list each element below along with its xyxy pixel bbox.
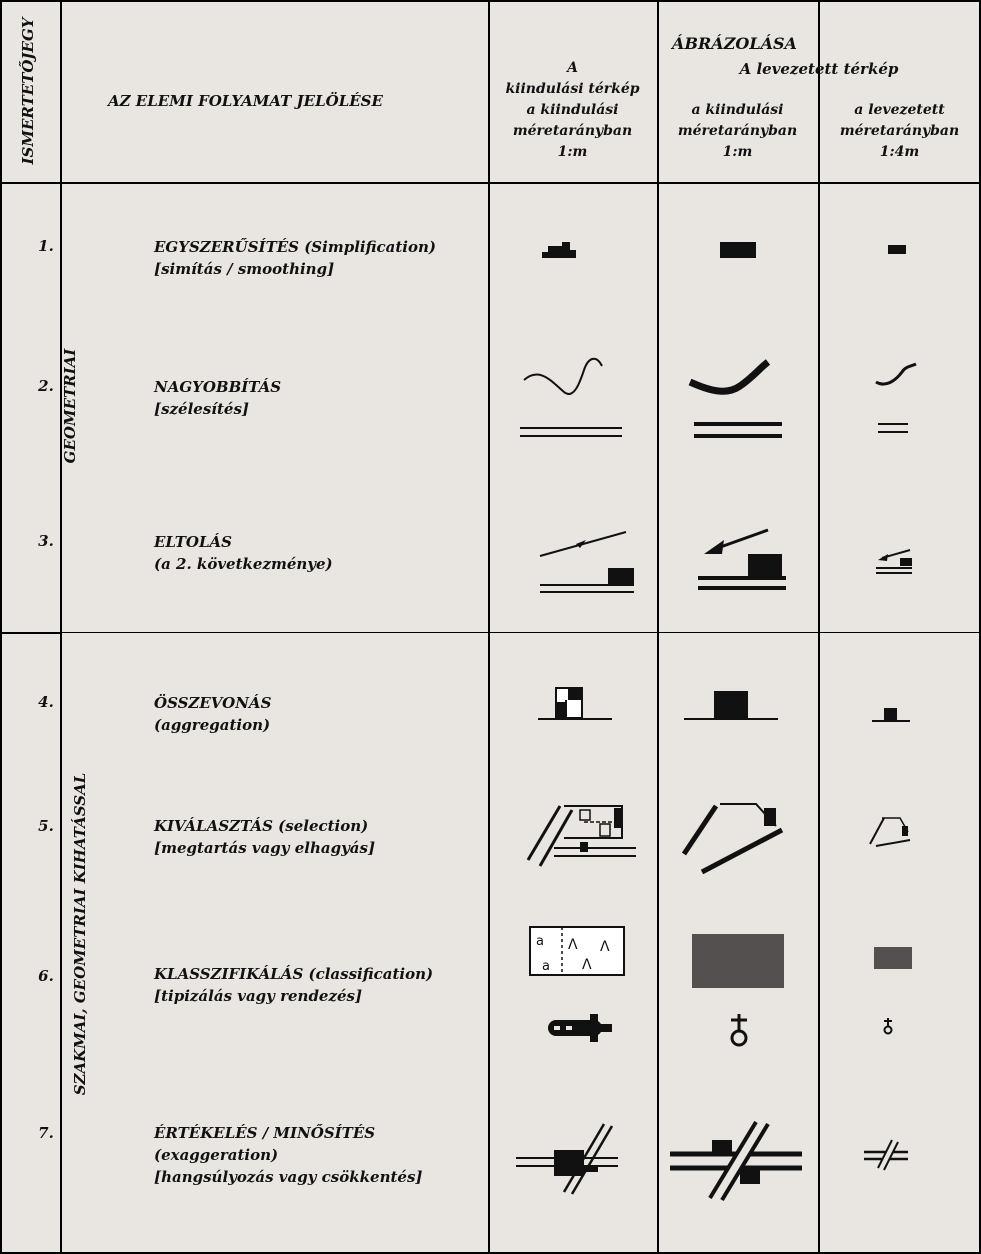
process-title: AZ ELEMI FOLYAMAT JELÖLÉSE: [108, 92, 383, 110]
row-subtitle: [szélesítés]: [154, 400, 250, 418]
selection-scaled-symbol: [866, 812, 916, 852]
row-number: 5.: [38, 817, 54, 835]
column-divider: [657, 0, 659, 1254]
row-subtitle: [megtartás vagy elhagyás]: [154, 839, 376, 857]
meadow-lambda-glyph: Λ: [582, 957, 592, 973]
row-subtitle: [simítás / smoothing]: [154, 260, 335, 278]
derived-title: A levezetett térkép: [739, 60, 899, 78]
orchard-a-glyph: a: [542, 959, 550, 974]
column-divider: [488, 0, 490, 1254]
col-a-scale: 1:m: [557, 144, 588, 160]
displacement-scaled-symbol: [872, 548, 932, 578]
row-label: [154, 1122, 422, 1188]
row-subtitle: (a 2. következménye): [154, 555, 333, 573]
row-subtitle: [tipizálás vagy rendezés]: [154, 987, 363, 1005]
group-divider-left: [0, 632, 60, 634]
simplification-derived-symbol: [718, 240, 758, 260]
meadow-lambda-glyph: Λ: [600, 939, 610, 955]
column-divider: [60, 0, 62, 1254]
row-label: [154, 376, 281, 420]
col-c-sub1: a levezetett: [854, 102, 945, 118]
group-geometric: GEOMETRIAI: [61, 348, 79, 464]
row-number: 2.: [38, 377, 54, 395]
enlargement-scaled-symbol: [872, 362, 932, 442]
row-number: 4.: [38, 693, 54, 711]
row-number: 3.: [38, 532, 54, 550]
exaggeration-original-symbol: [514, 1120, 624, 1196]
col-b-sub1: a kiindulási: [691, 102, 784, 118]
row-title: ELTOLÁS: [154, 533, 233, 551]
side-title: ISMERTETŐJEGY: [19, 17, 37, 165]
header-divider: [0, 182, 981, 184]
church-scaled-symbol: [880, 1016, 896, 1036]
row-label: [154, 531, 333, 575]
selection-original-symbol: [524, 798, 644, 868]
col-c-scale: 1:4m: [879, 144, 920, 160]
row-label: [154, 692, 271, 736]
column-divider: [818, 0, 820, 1254]
row-label: [154, 236, 436, 280]
row-number: 6.: [38, 967, 54, 985]
col-c-sub2: méretarányban: [839, 123, 960, 139]
row-label: [154, 963, 433, 1007]
exaggeration-derived-symbol: [668, 1118, 804, 1202]
group-thematic: SZAKMAI, GEOMETRIAI KIHATÁSSAL: [71, 772, 89, 1096]
row-title: EGYSZERŰSÍTÉS (Simplification): [154, 238, 436, 256]
row-title: NAGYOBBÍTÁS: [154, 378, 282, 396]
enlargement-original-symbol: [518, 352, 628, 447]
group-divider: [0, 632, 981, 633]
row-subtitle: (exaggeration): [154, 1146, 279, 1164]
displacement-derived-symbol: [690, 528, 790, 600]
row-label: [154, 815, 375, 859]
church-derived-symbol: [724, 1012, 754, 1048]
col-b-scale: 1:m: [722, 144, 753, 160]
col-a-text: kiindulási térkép: [505, 81, 640, 97]
selection-derived-symbol: [680, 792, 790, 876]
row-title: KIVÁLASZTÁS (selection): [154, 817, 369, 835]
simplification-original-symbol: [540, 238, 590, 262]
aggregation-derived-symbol: [682, 685, 782, 725]
orchard-a-glyph: a: [536, 934, 544, 949]
simplification-scaled-symbol: [886, 243, 910, 257]
row-title: ÉRTÉKELÉS / MINŐSÍTÉS: [154, 1124, 376, 1142]
meadow-lambda-glyph: Λ: [568, 937, 578, 953]
aggregation-scaled-symbol: [870, 702, 920, 728]
row-number: 1.: [38, 237, 54, 255]
enlargement-derived-symbol: [686, 352, 796, 447]
church-original-symbol: [544, 1012, 614, 1044]
classification-derived-symbol: [690, 932, 786, 990]
classification-original-symbol: [528, 925, 628, 977]
col-b-sub2: méretarányban: [677, 123, 798, 139]
row-title: KLASSZIFIKÁLÁS (classification): [154, 965, 434, 983]
row-number: 7.: [38, 1124, 54, 1142]
col-b-header: [657, 100, 818, 163]
classification-scaled-symbol: [872, 945, 916, 973]
col-a-sub1: a kiindulási: [526, 102, 619, 118]
col-a-sub2: méretarányban: [512, 123, 633, 139]
exaggeration-scaled-symbol: [862, 1138, 912, 1172]
col-a-label: A: [567, 60, 578, 76]
col-c-header: [818, 100, 981, 163]
row-title: ÖSSZEVONÁS: [154, 694, 272, 712]
col-a-header: [488, 58, 657, 163]
row-subtitle: (aggregation): [154, 716, 271, 734]
aggregation-original-symbol: [536, 680, 616, 725]
displacement-original-symbol: [536, 530, 636, 600]
row-subtitle-2: [hangsúlyozás vagy csökkentés]: [154, 1168, 423, 1186]
abrazolasa-title: ÁBRÁZOLÁSA: [672, 34, 797, 53]
